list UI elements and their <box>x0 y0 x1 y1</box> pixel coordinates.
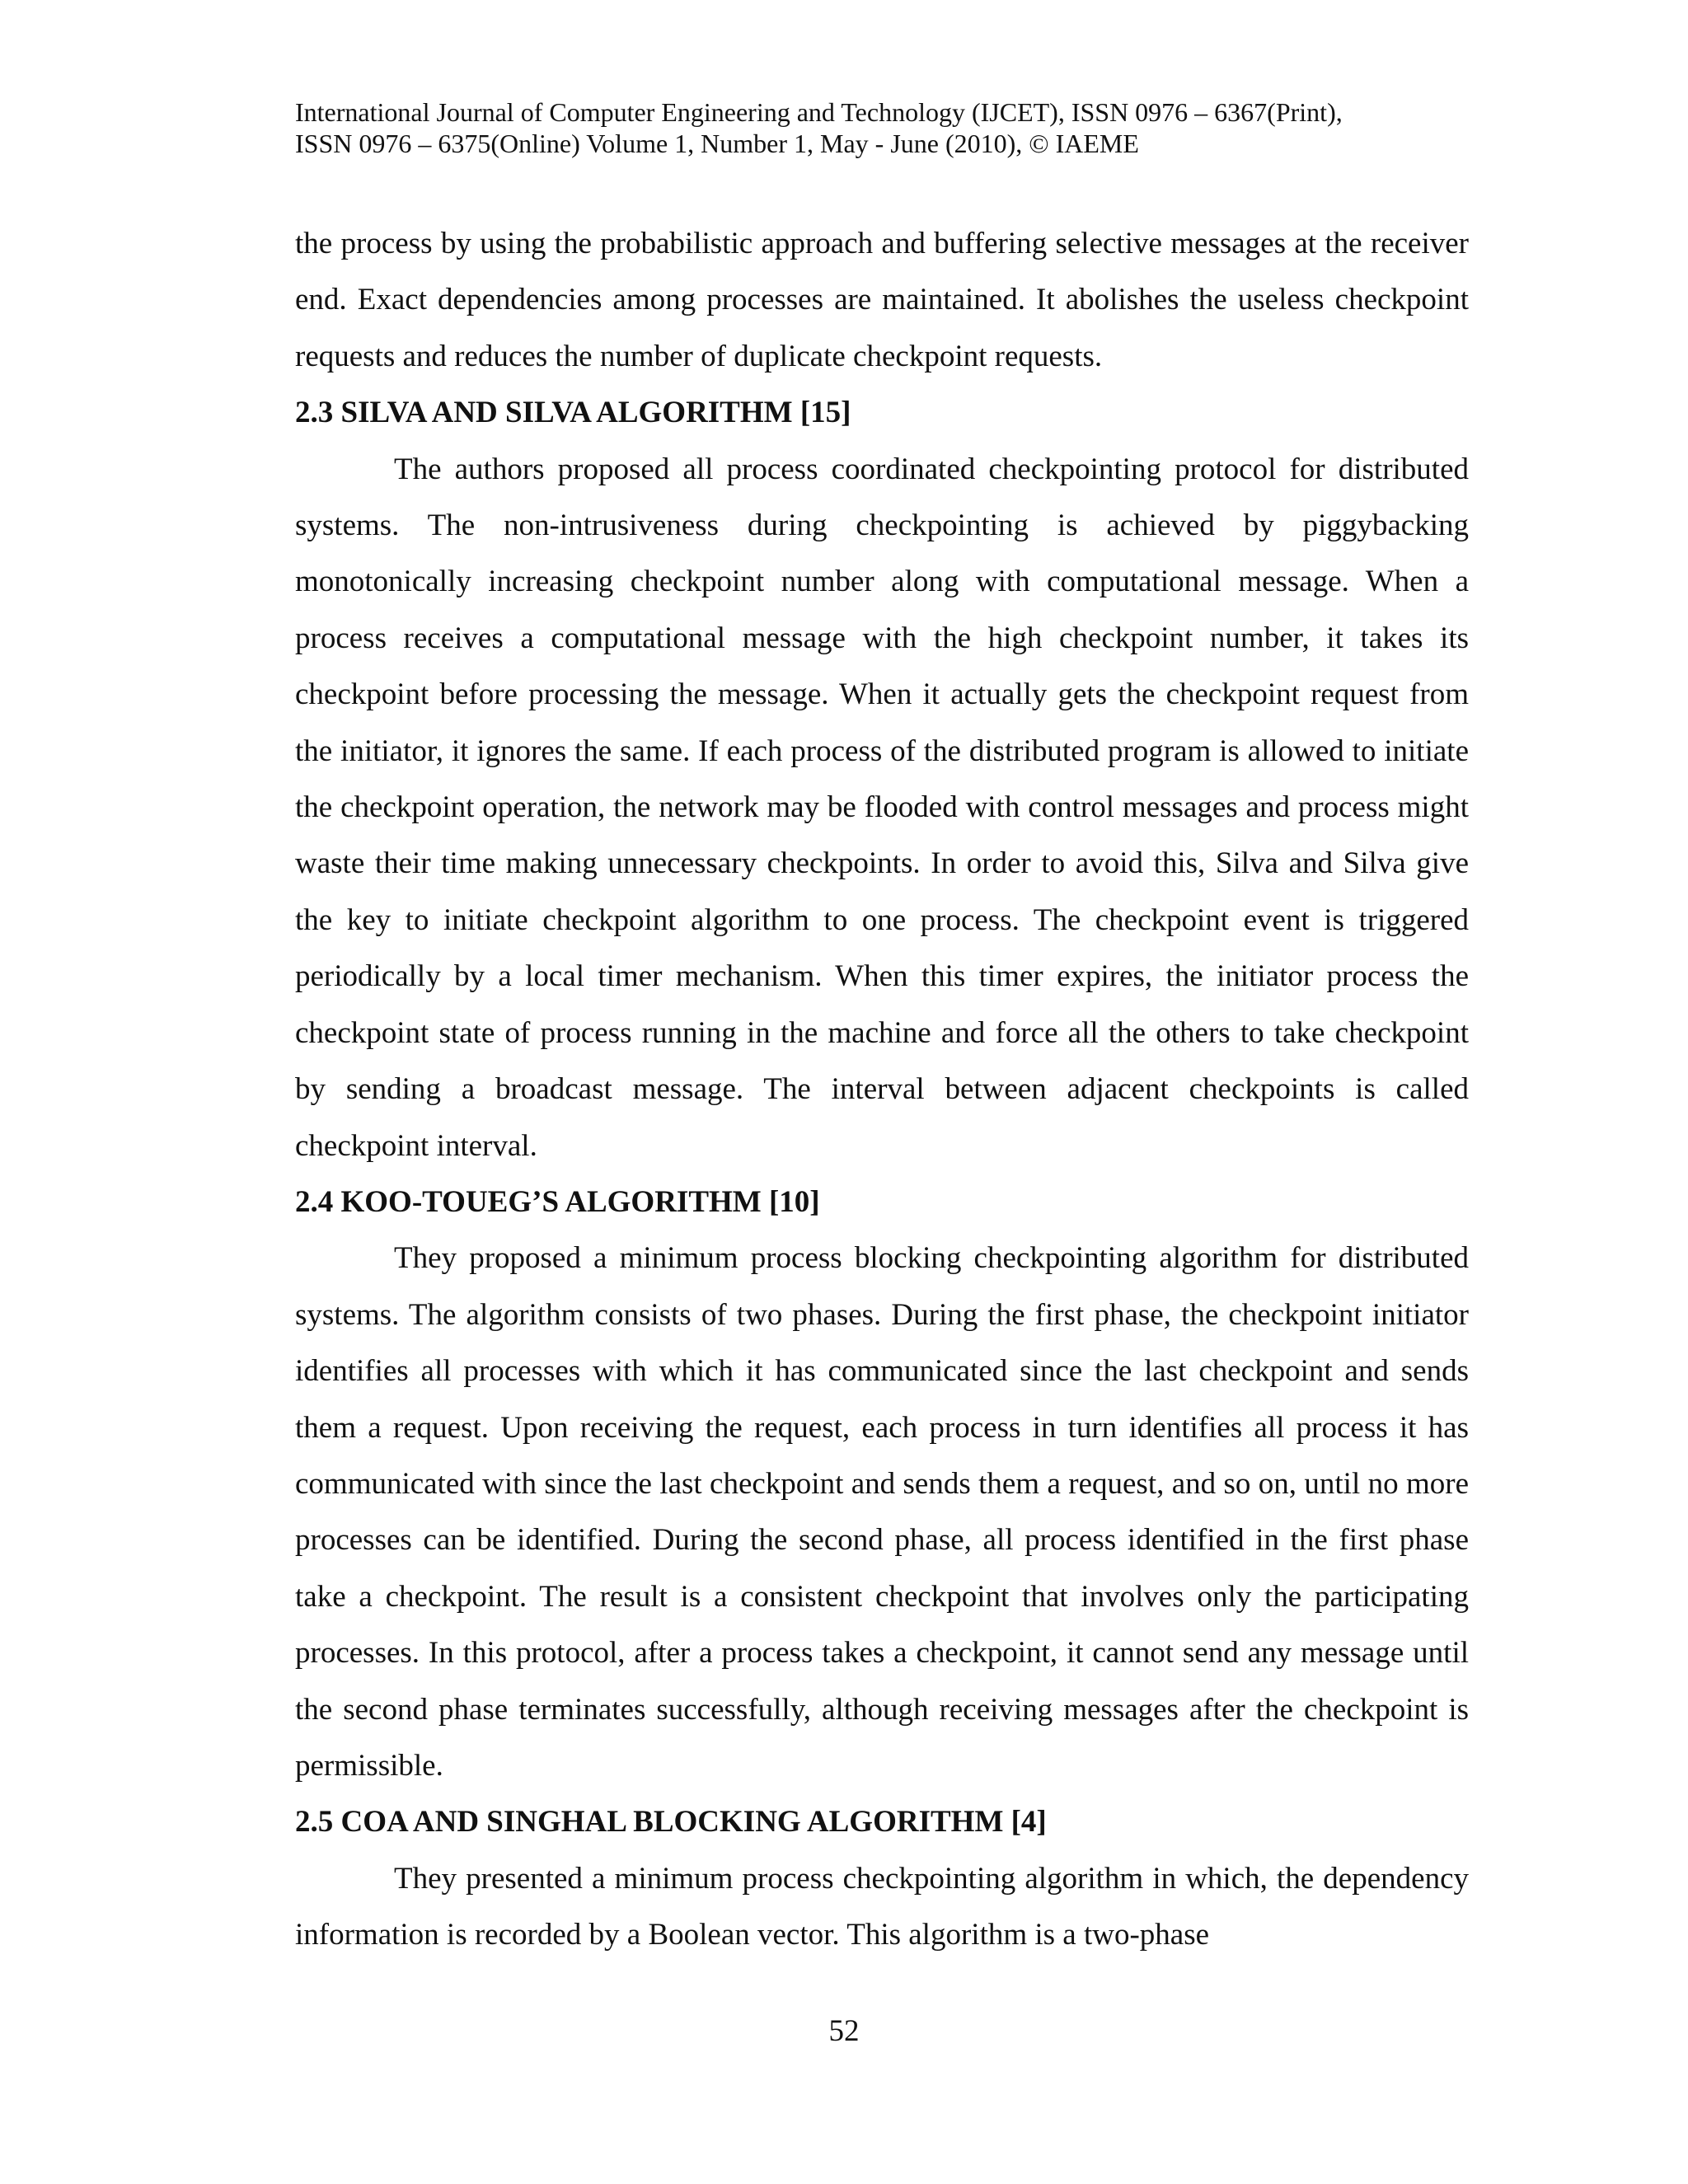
section-2-3-paragraph: The authors proposed all process coordinated checkpointing protocol for distributed systems. The non-intrusiveness during checkpointing is achieved by piggybacking monotonically increasing checkpoint number along with computational message. When a process receives a computational message with the high checkpoint number, it takes its checkpoint before processing the message. When it actually gets the checkpoint request from the initiator, it ignores the same. If each process of the distributed program is allowed to initiate the checkpoint operation, the network may be flooded with control messages and process might waste their time making unnecessary checkpoints. In order to avoid this, Silva and Silva give the key to initiate checkpoint algorithm to one process. The checkpoint event is triggered periodically by a local timer mechanism. When this timer expires, the initiator process the checkpoint state of process running in the machine and force all the others to take checkpoint by sending a broadcast message. The interval between adjacent checkpoints is called checkpoint interval. <box>295 452 1469 1163</box>
section-2-5-heading: 2.5 COA AND SINGHAL BLOCKING ALGORITHM [4] <box>295 1805 1047 1840</box>
section-2-4-heading: 2.4 KOO-TOUEG’S ALGORITHM [10] <box>295 1184 820 1219</box>
journal-header-line-1: International Journal of Computer Engineering and Technology (IJCET), ISSN 0976 – 6367(Print), <box>295 97 1343 127</box>
section-2-4-paragraph: They proposed a minimum process blocking checkpointing algorithm for distributed systems. The algorithm consists of two phases. During the first phase, the checkpoint initiator identifies all processes with which it has communicated since the last checkpoint and sends them a request. Upon receiving the request, each process in turn identifies all process it has communicated with since the last checkpoint and sends them a request, and so on, until no more processes can be identified. During the second phase, all process identified in the first phase take a checkpoint. The result is a consistent checkpoint that involves only the participating processes. In this protocol, after a process takes a checkpoint, it cannot send any message until the second phase terminates successfully, although receiving messages after the checkpoint is permissible. <box>295 1241 1469 1783</box>
page-number: 52 <box>828 2014 860 2048</box>
section-2-3-heading: 2.3 SILVA AND SILVA ALGORITHM [15] <box>295 396 851 430</box>
article-body <box>295 216 1469 1964</box>
intro-paragraph: the process by using the probabilistic approach and buffering selective messages at the receiver end. Exact dependencies among processes are maintained. It abolishes the useless checkpoint requests and reduces the number of duplicate checkpoint requests. <box>295 227 1469 373</box>
section-2-5-paragraph: They presented a minimum process checkpointing algorithm in which, the dependency information is recorded by a Boolean vector. This algorithm is a two-phase <box>295 1861 1469 1952</box>
journal-running-header <box>295 96 1474 159</box>
journal-header-line-2: ISSN 0976 – 6375(Online) Volume 1, Number 1, May - June (2010), © IAEME <box>295 129 1139 158</box>
